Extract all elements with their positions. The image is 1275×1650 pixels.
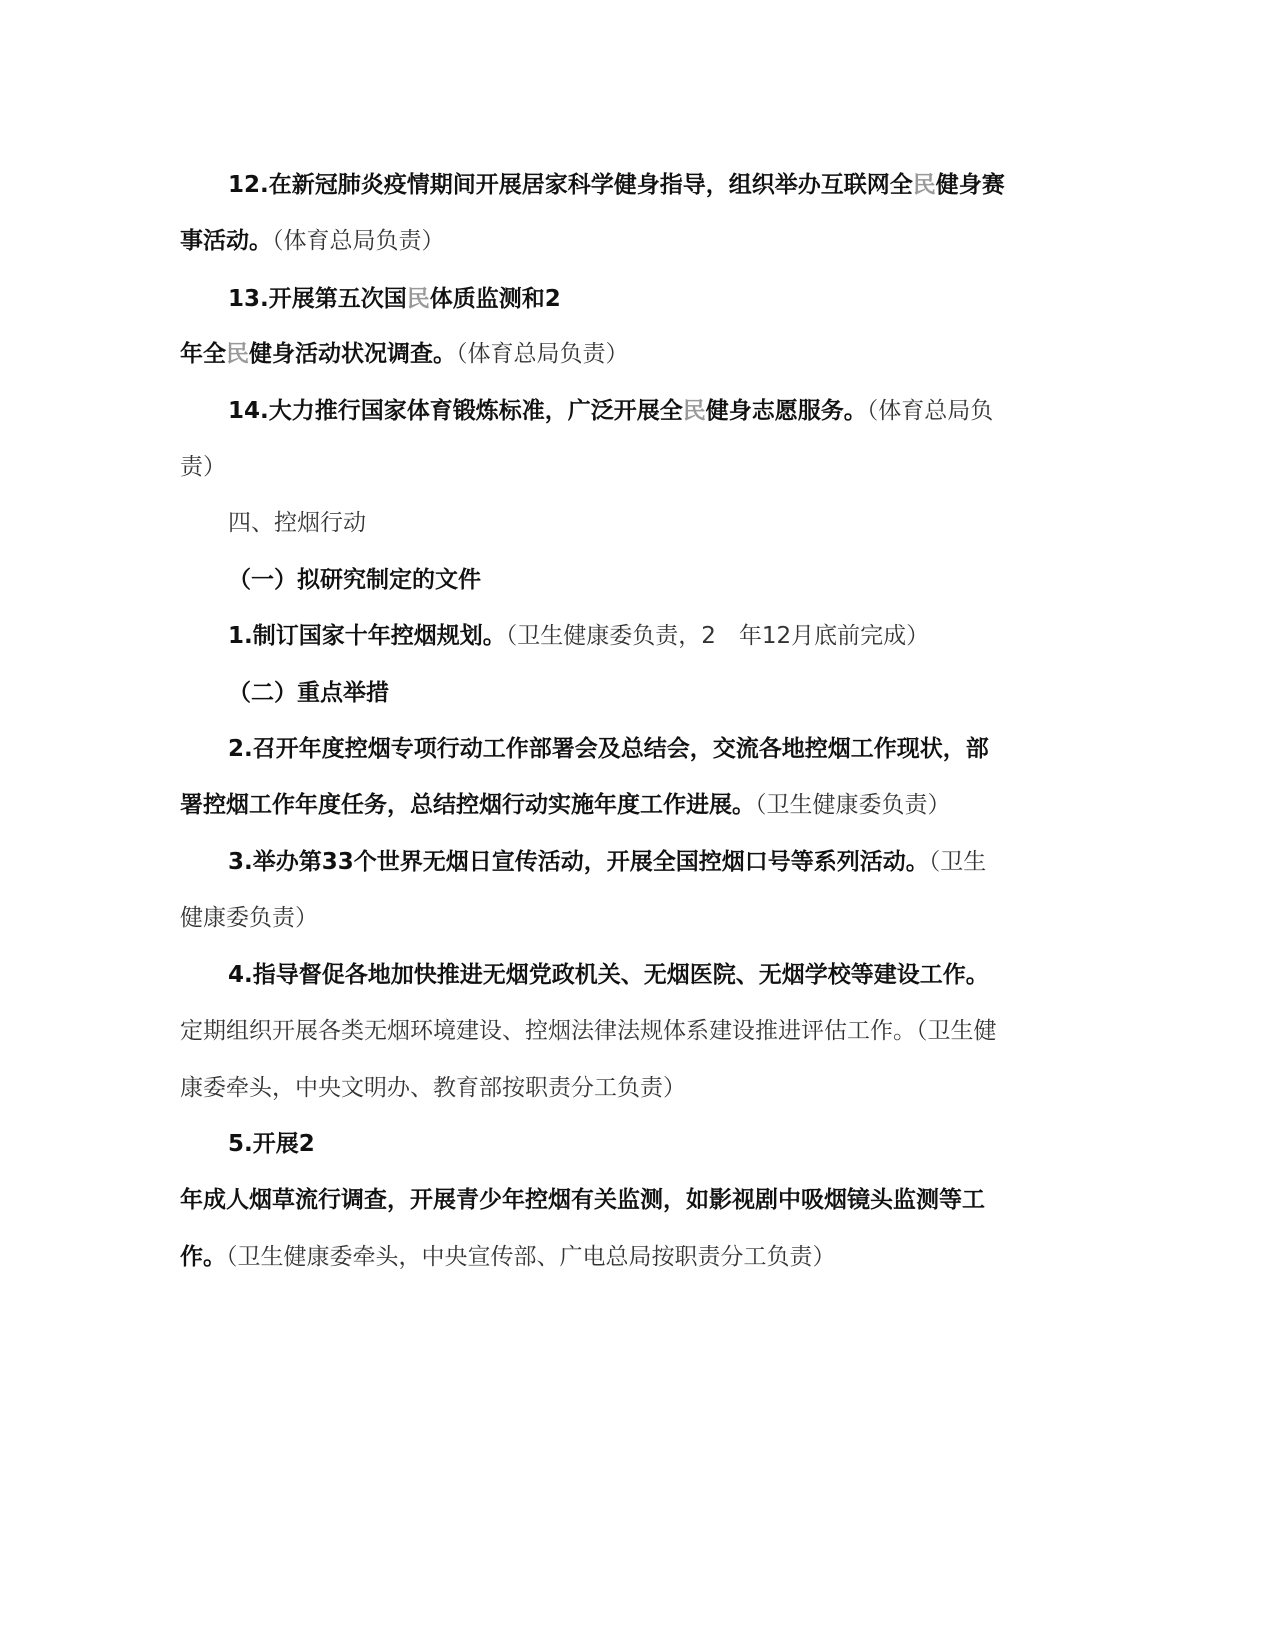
item-13-text: 13.开展第五次国 <box>228 286 407 312</box>
item-12-responsibility: （体育总局负责） <box>272 228 445 254</box>
item-14-text: 14.大力推行国家体育锻炼标准，广泛开展全 <box>228 398 683 424</box>
item-3-text: 3.举办第33个世界无烟日宣传活动，开展全国控烟口号等系列活动。 <box>228 849 929 875</box>
item-2-line-2 <box>180 790 951 820</box>
item-3-line-2: 健康委负责） <box>180 905 318 931</box>
section-heading: 四、控烟行动 <box>228 510 366 536</box>
item-13-responsibility: （体育总局负责） <box>456 341 629 367</box>
item-3-responsibility: （卫生 <box>928 849 987 875</box>
item-13-line-2 <box>180 339 629 369</box>
item-4-line-2: 定期组织开展各类无烟环境建设、控烟法律法规体系建设推进评估工作。（卫生健 <box>180 1018 997 1044</box>
subheading-1: （一）拟研究制定的文件 <box>228 567 481 593</box>
item-13-line-1 <box>228 284 561 314</box>
item-13-text-end: 体质监测和2 <box>429 286 561 312</box>
item-1-text: 1.制订国家十年控烟规划。 <box>228 623 506 649</box>
item-4-line-3: 康委牵头，中央文明办、教育部按职责分工负责） <box>180 1075 686 1101</box>
item-4-line-1: 4.指导督促各地加快推进无烟党政机关、无烟医院、无烟学校等建设工作。 <box>228 962 989 988</box>
item-12-line-2 <box>180 226 445 256</box>
item-13-text-cont-2: 健身活动状况调查。 <box>249 341 456 367</box>
subheading-2: （二）重点举措 <box>228 680 389 706</box>
item-14-faded-char: 民 <box>682 398 706 424</box>
item-14-line-2 <box>180 452 226 482</box>
item-3-line-1 <box>228 847 986 877</box>
item-12-text: 12.在新冠肺炎疫情期间开展居家科学健身指导，组织举办互联网全 <box>228 172 913 198</box>
item-12-text-end: 健身赛 <box>935 172 1005 198</box>
item-5-responsibility: （卫生健康委牵头，中央宣传部、广电总局按职责分工负责） <box>226 1244 836 1270</box>
item-12-faded-char: 民 <box>912 172 936 198</box>
item-2-text-cont: 署控烟工作年度任务，总结控烟行动实施年度工作进展。 <box>180 792 755 818</box>
item-12-text-cont: 事活动。 <box>180 228 272 254</box>
item-5-line-3 <box>180 1242 836 1272</box>
item-14-text-end: 健身志愿服务。 <box>705 398 867 424</box>
item-13-text-cont: 年全 <box>180 341 226 367</box>
item-1-responsibility: （卫生健康委负责，2 年12月底前完成） <box>505 623 930 649</box>
item-5-text-cont: 作。 <box>180 1244 226 1270</box>
item-13-faded-char-2: 民 <box>226 341 249 367</box>
item-2-responsibility: （卫生健康委负责） <box>755 792 951 818</box>
item-14-line-1 <box>228 396 993 426</box>
item-5-line-2: 年成人烟草流行调查，开展青少年控烟有关监测，如影视剧中吸烟镜头监测等工 <box>180 1187 985 1213</box>
item-14-responsibility: （体育总局负 <box>866 398 994 424</box>
item-5-line-1: 5.开展2 <box>228 1131 315 1157</box>
item-14-responsibility-end: 责） <box>180 454 226 480</box>
item-12-line-1 <box>228 170 1005 200</box>
item-1-line <box>228 621 929 651</box>
item-13-faded-char: 民 <box>406 286 430 312</box>
item-2-line-1: 2.召开年度控烟专项行动工作部署会及总结会，交流各地控烟工作现状，部 <box>228 736 989 762</box>
